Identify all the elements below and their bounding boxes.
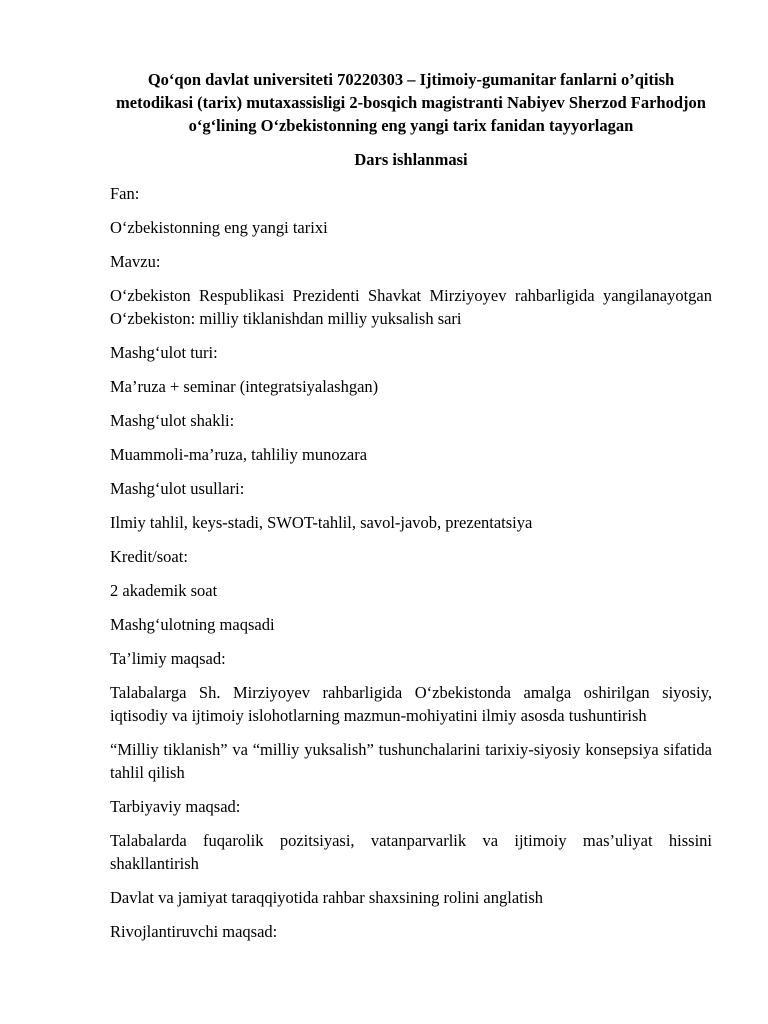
label-kredit-soat: Kredit/soat:: [110, 547, 188, 566]
value-mashgulot-usullari: Ilmiy tahlil, keys-stadi, SWOT-tahlil, savol-javob, prezentatsiya: [110, 513, 533, 532]
document-title: Qo‘qon davlat universiteti 70220303 – Ijtimoiy-gumanitar fanlarni o’qitish metodikasi (tarix) mutaxassisligi 2-bosqich magistranti Nabiyev Sherzod Farhodjon o‘g‘lining O‘zbekistonning eng yangi tarix fanidan tayyorlagan: [116, 70, 706, 135]
value-fan: O‘zbekistonning eng yangi tarixi: [110, 218, 328, 237]
tarbiyaviy-maqsad-item: Davlat va jamiyat taraqqiyotida rahbar shaxsining rolini anglatish: [110, 888, 544, 907]
label-rivojlantiruvchi-maqsad: Rivojlantiruvchi maqsad:: [110, 922, 278, 941]
value-kredit-soat: 2 akademik soat: [110, 581, 218, 600]
label-mashgulot-maqsadi: Mashg‘ulotning maqsadi: [110, 615, 275, 634]
document-page: [110, 68, 712, 943]
label-mavzu: Mavzu:: [110, 252, 161, 271]
value-mashgulot-turi: Ma’ruza + seminar (integratsiyalashgan): [110, 377, 379, 396]
label-talimiy-maqsad: Ta’limiy maqsad:: [110, 649, 226, 668]
document-subtitle: Dars ishlanmasi: [354, 150, 468, 169]
label-mashgulot-turi: Mashg‘ulot turi:: [110, 343, 218, 362]
talimiy-maqsad-item: Talabalarga Sh. Mirziyoyev rahbarligida O‘zbekistonda amalga oshirilgan siyosiy, iqtisodiy va ijtimoiy islohotlarning mazmun-mohiyatini ilmiy asosda tushuntirish: [110, 683, 712, 725]
label-tarbiyaviy-maqsad: Tarbiyaviy maqsad:: [110, 797, 241, 816]
label-mashgulot-shakli: Mashg‘ulot shakli:: [110, 411, 235, 430]
label-fan: Fan:: [110, 184, 140, 203]
tarbiyaviy-maqsad-item: Talabalarda fuqarolik pozitsiyasi, vatanparvarlik va ijtimoiy mas’uliyat hissini shakllantirish: [110, 831, 712, 873]
value-mashgulot-shakli: Muammoli-ma’ruza, tahliliy munozara: [110, 445, 368, 464]
talimiy-maqsad-item: “Milliy tiklanish” va “milliy yuksalish” tushunchalarini tarixiy-siyosiy konsepsiya sifatida tahlil qilish: [110, 740, 712, 782]
label-mashgulot-usullari: Mashg‘ulot usullari:: [110, 479, 245, 498]
value-mavzu: O‘zbekiston Respublikasi Prezidenti Shavkat Mirziyoyev rahbarligida yangilanayotgan O‘zbekiston: milliy tiklanishdan milliy yuksalish sari: [110, 286, 712, 328]
